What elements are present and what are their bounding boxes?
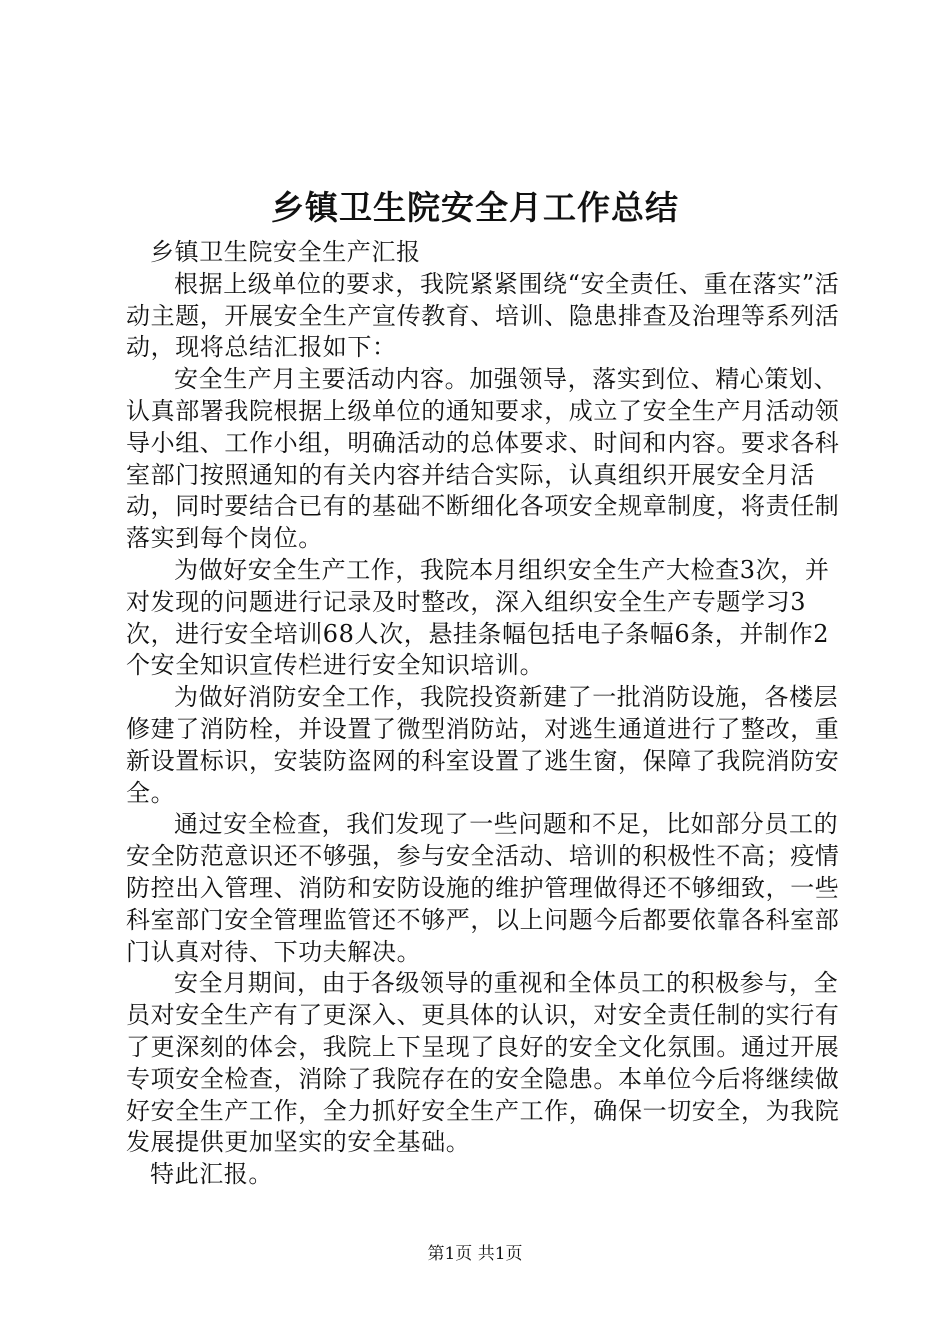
paragraph-problems: 通过安全检查，我们发现了一些问题和不足，比如部分员工的安全防范意识还不够强，参与安全活动、培训的积极性不高；疫情防控出入管理、消防和安防设施的维护管理做得还不够细致，一些科室部门安全管理监管还不够严，以上问题今后都要依靠各科室部门认真对待、下功夫解决。 [126,810,840,966]
document-body [126,237,846,1191]
document-subtitle: 乡镇卫生院安全生产汇报 [150,238,421,266]
paragraph-inspection: 为做好安全生产工作，我院本月组织安全生产大检查3次，并对发现的问题进行记录及时整改，深入组织安全生产专题学习3次，进行安全培训68人次，悬挂条幅包括电子条幅6条，并制作2个安全知识宣传栏进行安全知识培训。 [126,555,830,680]
paragraph-intro: 根据上级单位的要求，我院紧紧围绕“安全责任、重在落实”活动主题，开展安全生产宣传教育、培训、隐患排查及治理等系列活动，现将总结汇报如下： [126,269,840,362]
document-title: 乡镇卫生院安全月工作总结 [271,188,679,227]
page-number-footer: 第1页 共1页 [427,1244,523,1264]
paragraph-activities: 安全生产月主要活动内容。加强领导，落实到位、精心策划、认真部署我院根据上级单位的通知要求，成立了安全生产月活动领导小组、工作小组，明确活动的总体要求、时间和内容。要求各科室部门按照通知的有关内容并结合实际，认真组织开展安全月活动，同时要结合已有的基础不断细化各项安全规章制度，将责任制落实到每个岗位。 [126,365,840,553]
paragraph-fire-safety: 为做好消防安全工作，我院投资新建了一批消防设施，各楼层修建了消防栓，并设置了微型消防站，对逃生通道进行了整改，重新设置标识，安装防盗网的科室设置了逃生窗，保障了我院消防安全。 [126,683,840,807]
closing-line: 特此汇报。 [150,1160,273,1189]
paragraph-conclusion: 安全月期间，由于各级领导的重视和全体员工的积极参与，全员对安全生产有了更深入、更具体的认识，对安全责任制的实行有了更深刻的体会，我院上下呈现了良好的安全文化氛围。通过开展专项安全检查，消除了我院存在的安全隐患。本单位今后将继续做好安全生产工作，全力抓好安全生产工作，确保一切安全，为我院发展提供更加坚实的安全基础。 [126,969,840,1157]
